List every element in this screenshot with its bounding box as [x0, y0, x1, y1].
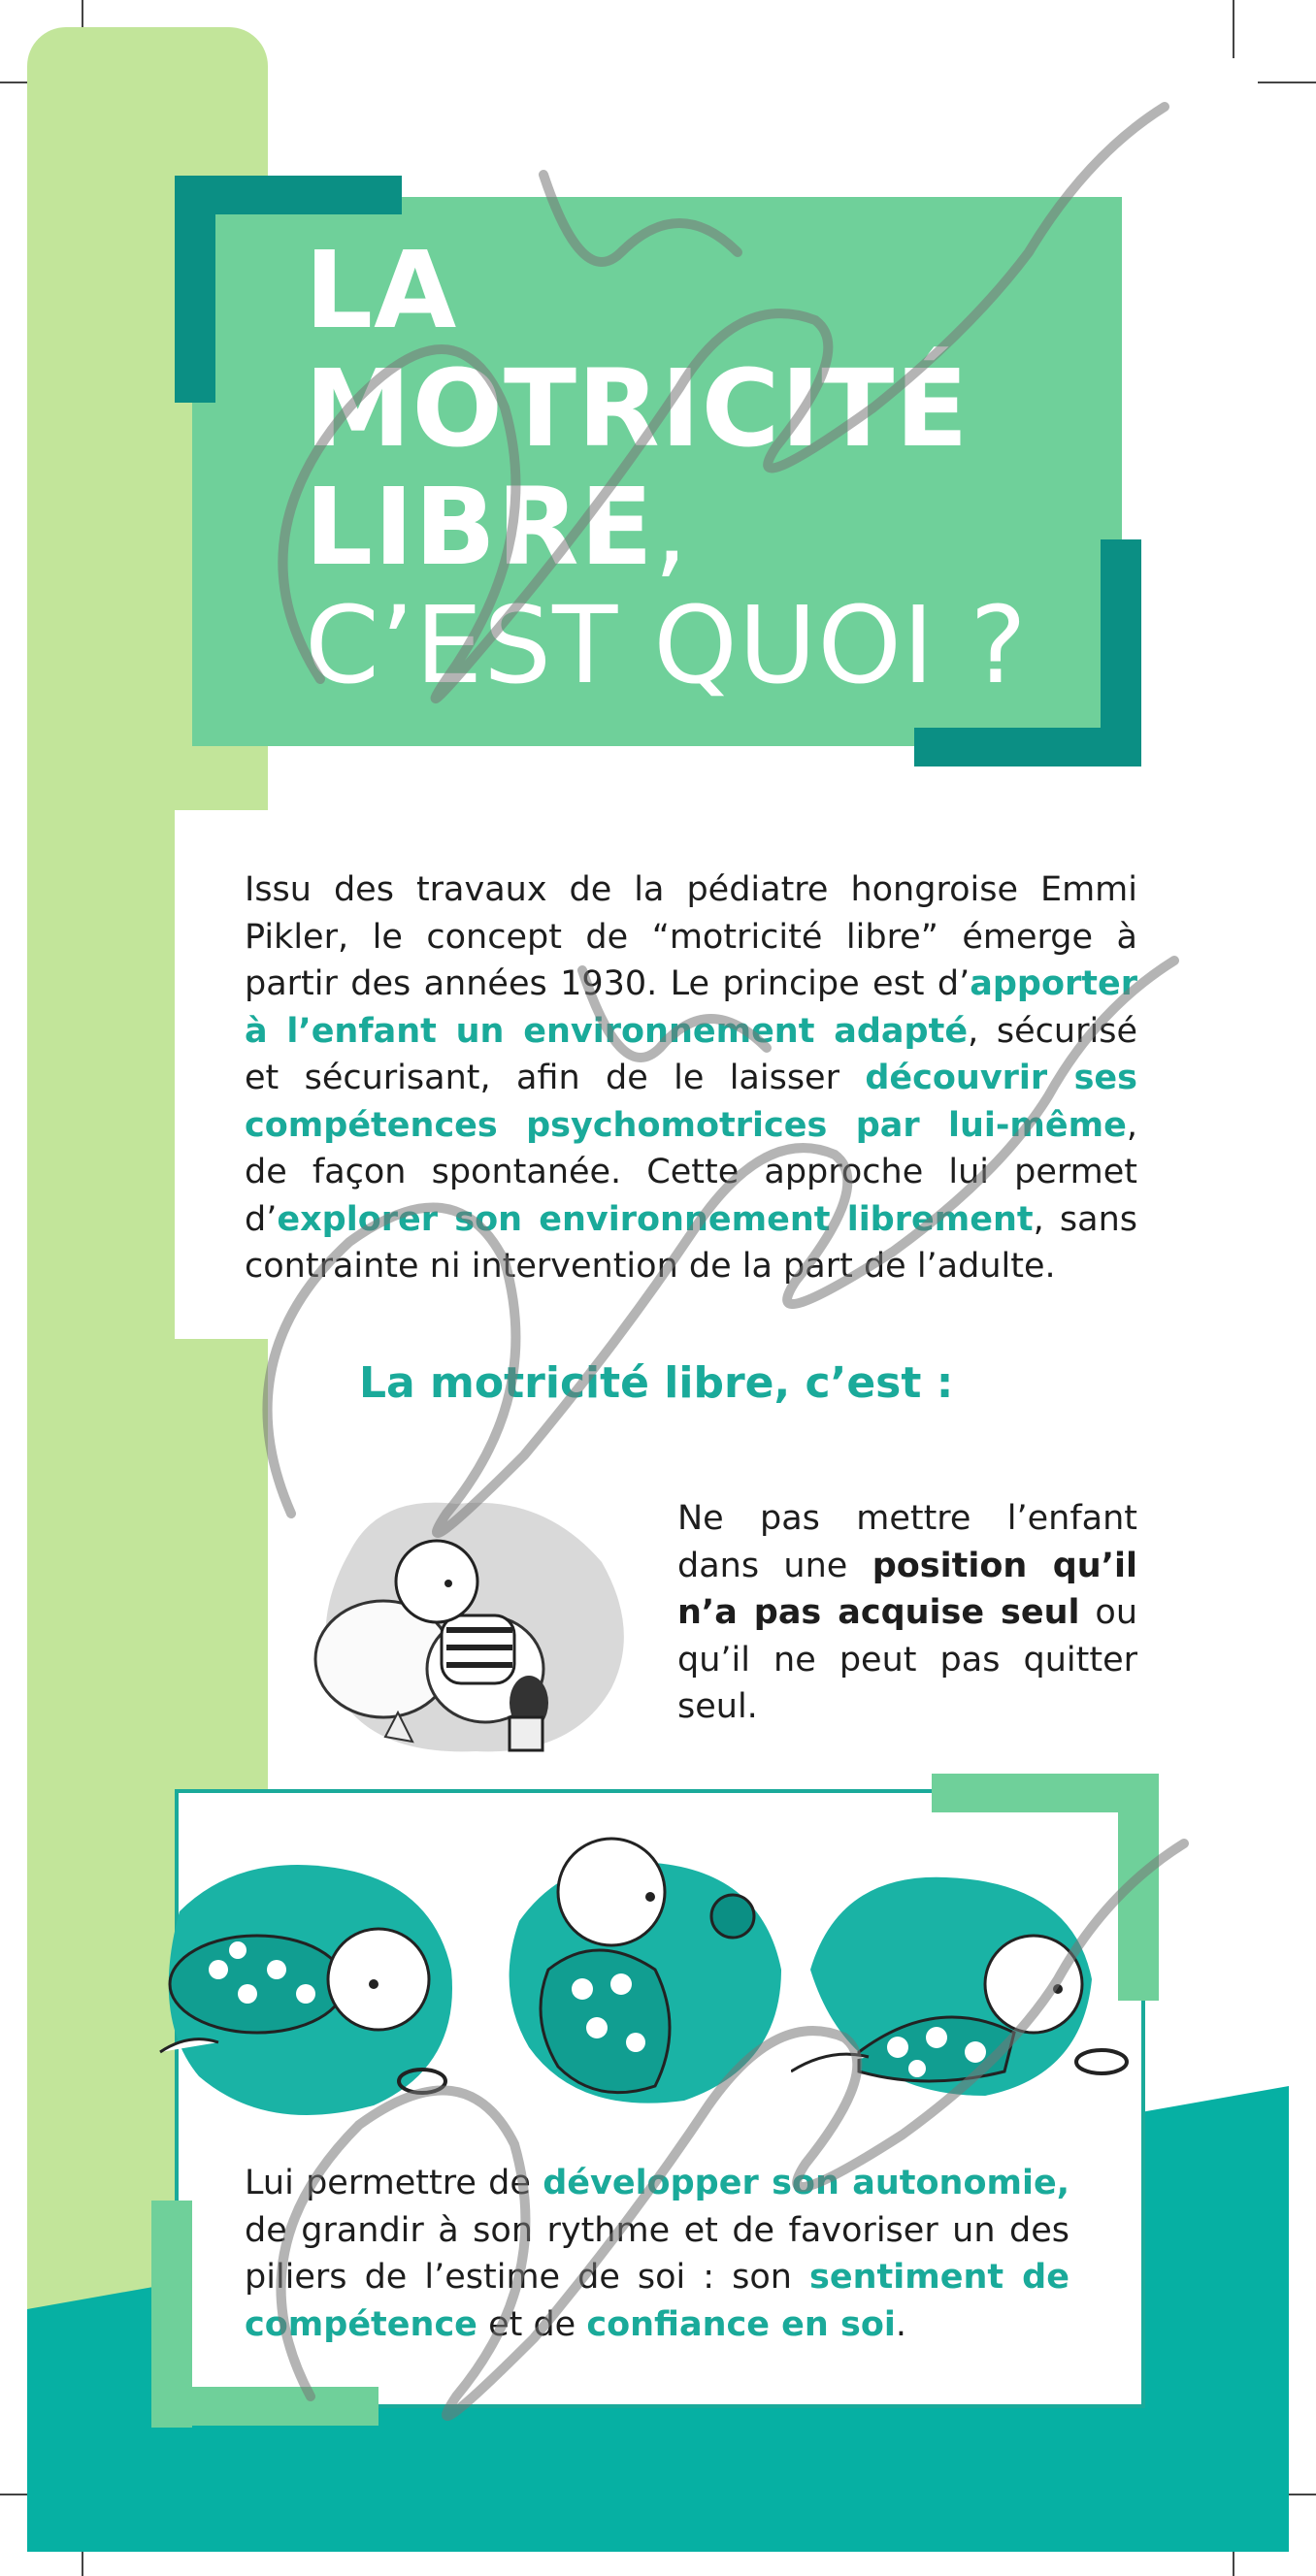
title-line: C’EST QUOI ?: [305, 583, 1028, 707]
intro-paragraph: [245, 866, 1137, 1290]
item1-paragraph: [677, 1495, 1137, 1731]
intro-text: , de façon spontanée. Cette approche lui permet d’: [245, 1105, 1137, 1239]
item2-highlight: sentiment de compétence: [245, 2258, 1069, 2344]
baby-rolling-illustration: [141, 1843, 471, 2135]
item2-text: et de: [477, 2304, 587, 2344]
item2-highlight: confiance en soi: [586, 2304, 896, 2344]
item2-text: .: [895, 2304, 907, 2344]
item2-text: de grandir à son rythme et de favoriser un des piliers de l’estime de soi : son: [245, 2210, 1069, 2297]
intro-text: Issu des travaux de la pédiatre hongroise Emmi Pikler, le concept de “motricité libre” émerge à partir des années 1930. Le principe est d’: [245, 870, 1137, 1003]
item1-bold: position qu’il n’a pas acquise seul: [677, 1546, 1137, 1632]
frame-corner-bottom-left: [151, 2201, 192, 2428]
intro-text: , sécurisé et sécurisant, afin de le laisser: [245, 1011, 1137, 1097]
title-line: LIBRE: [305, 465, 654, 589]
baby-crawling-illustration: [791, 1853, 1140, 2115]
title-line: LA: [305, 228, 458, 352]
item1-text: ou qu’il ne peut pas quitter seul.: [677, 1593, 1137, 1726]
title-corner-bottom-right: [1101, 539, 1141, 766]
item2-highlight: développer son autonomie,: [543, 2164, 1070, 2202]
item2-paragraph: [245, 2160, 1069, 2348]
item2-text: Lui permettre de: [245, 2164, 543, 2202]
title-corner-top-left: [175, 176, 215, 403]
baby-rolling-illustration: [490, 1824, 801, 2135]
intro-highlight: découvrir ses compétences psychomotrices par lui-même: [245, 1059, 1137, 1145]
page-title: [305, 228, 1101, 707]
intro-highlight: explorer son environnement librement: [277, 1199, 1034, 1239]
baby-sitting-illustration: [291, 1475, 650, 1766]
crop-mark: [1233, 0, 1234, 58]
title-comma: ,: [653, 465, 689, 589]
section-heading: La motricité libre, c’est :: [359, 1358, 954, 1408]
intro-text: , sans contrainte ni intervention de la part de l’adulte.: [245, 1199, 1137, 1286]
crop-mark: [1258, 82, 1316, 83]
item1-text: Ne pas mettre l’enfant dans une: [677, 1499, 1137, 1585]
intro-highlight: apporter à l’enfant un environnement adapté: [245, 964, 1137, 1051]
title-line: MOTRICITÉ: [305, 346, 970, 471]
